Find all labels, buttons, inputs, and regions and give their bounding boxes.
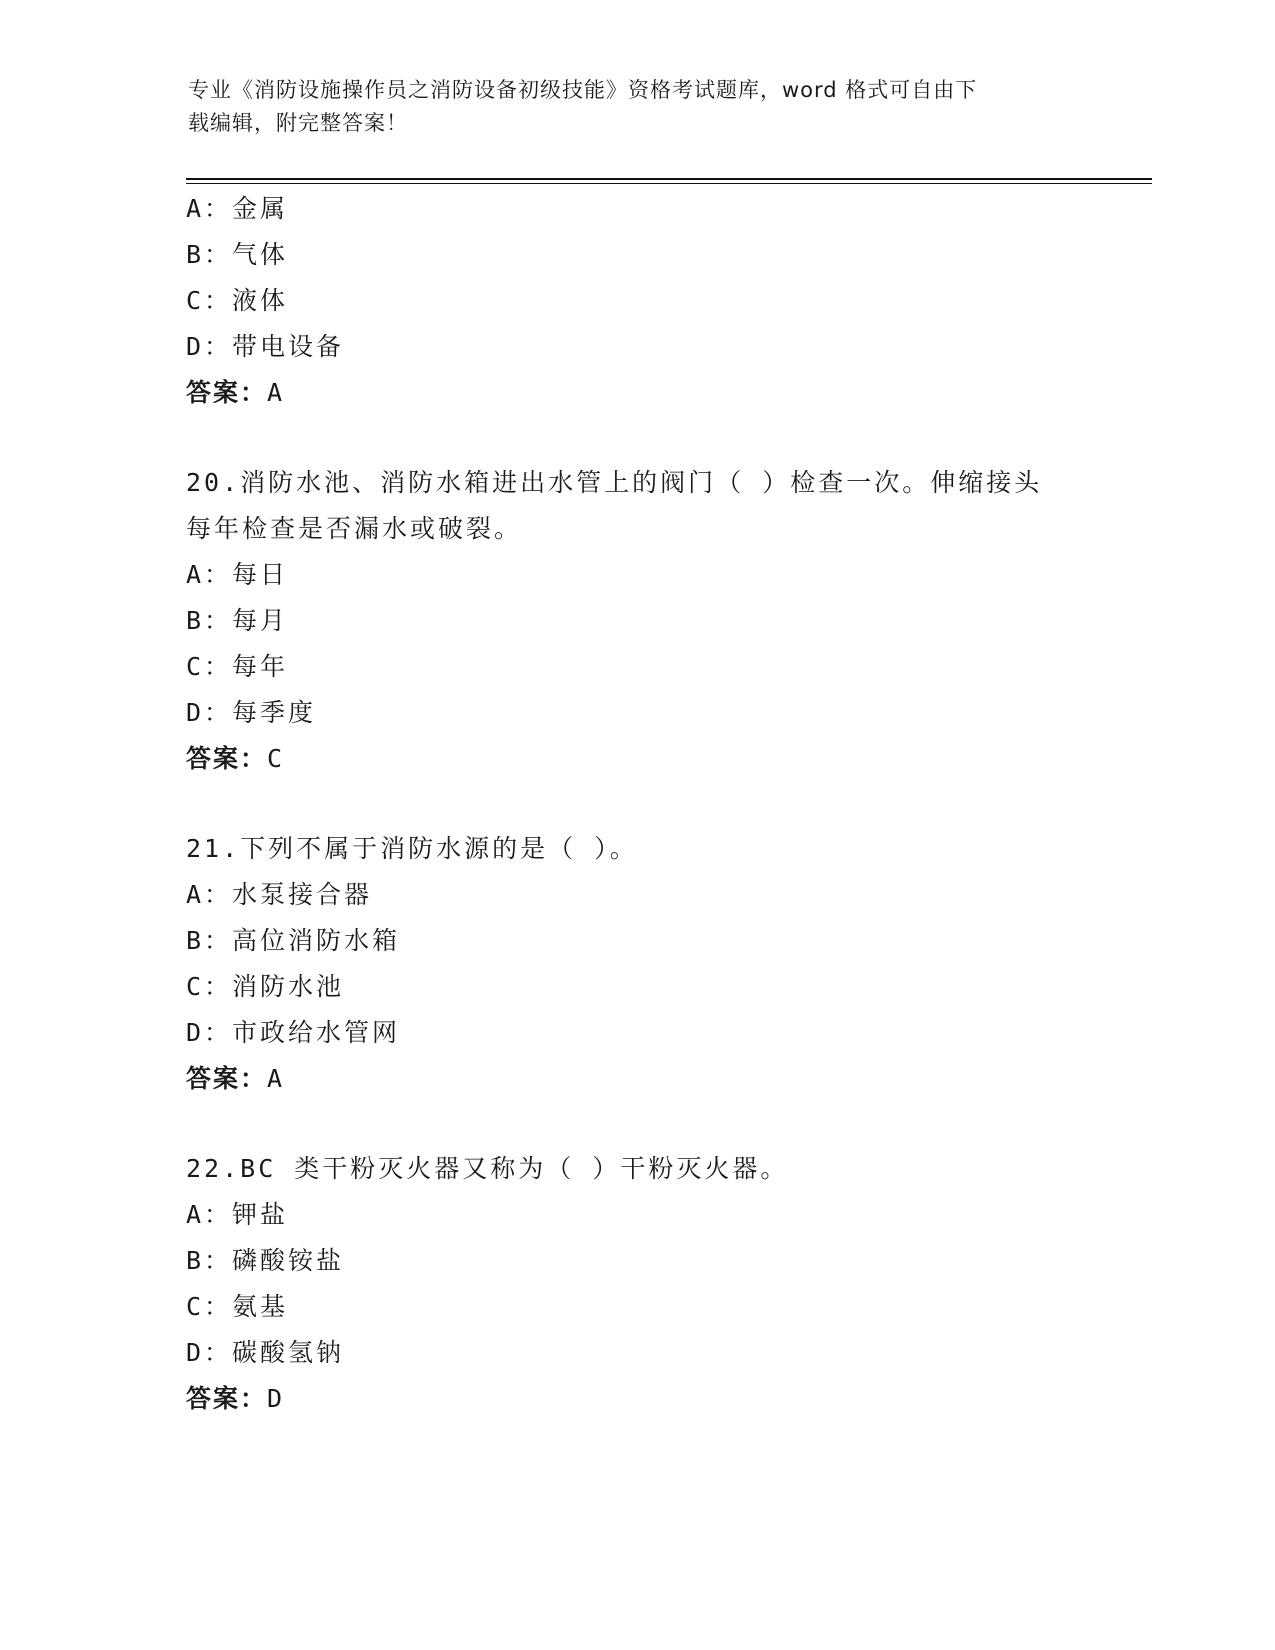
option-c: C：液体 <box>186 286 289 315</box>
answer-value: C <box>267 744 285 773</box>
question-text-line-2: 每年检查是否漏水或破裂。 <box>186 514 523 543</box>
option-b: B：磷酸铵盐 <box>186 1246 345 1275</box>
question-block-22 <box>186 1146 1086 1422</box>
answer-label: 答案： <box>186 378 268 407</box>
option-d: D：市政给水管网 <box>186 1018 401 1047</box>
answer-line <box>186 736 1086 782</box>
option-a: A：钾盐 <box>186 1200 289 1229</box>
option-a: A：每日 <box>186 560 289 589</box>
answer-value: A <box>267 1064 285 1093</box>
answer-label: 答案： <box>186 1064 268 1093</box>
header-rule-thick <box>186 178 1152 180</box>
answer-label: 答案： <box>186 1384 268 1413</box>
question-block-20 <box>186 460 1086 782</box>
answer-line <box>186 1376 1086 1422</box>
document-header <box>188 74 1068 140</box>
answer-line <box>186 1056 1086 1102</box>
option-d: D：带电设备 <box>186 332 345 361</box>
option-b: B：气体 <box>186 240 289 269</box>
option-b: B：高位消防水箱 <box>186 926 401 955</box>
option-c: C：消防水池 <box>186 972 345 1001</box>
question-block-21 <box>186 826 1086 1102</box>
answer-value: A <box>267 378 285 407</box>
answer-label: 答案： <box>186 744 268 773</box>
question-gap <box>186 782 1086 826</box>
question-list <box>186 186 1086 1422</box>
option-c: C：每年 <box>186 652 289 681</box>
option-c: C：氨基 <box>186 1292 289 1321</box>
answer-line <box>186 370 1086 416</box>
question-text-line-1: 21.下列不属于消防水源的是（ ）。 <box>186 834 638 863</box>
question-block-prev <box>186 186 1086 416</box>
question-text-line-1: 20.消防水池、消防水箱进出水管上的阀门（ ）检查一次。伸缩接头 <box>186 468 1043 497</box>
option-d: D：碳酸氢钠 <box>186 1338 345 1367</box>
option-d: D：每季度 <box>186 698 317 727</box>
header-line-1: 专业《消防设施操作员之消防设备初级技能》资格考试题库，word 格式可自由下 <box>188 78 978 102</box>
option-b: B：每月 <box>186 606 289 635</box>
header-rule-thin <box>186 183 1152 184</box>
answer-value: D <box>267 1384 285 1413</box>
question-text-line-1: 22.BC 类干粉灭火器又称为（ ）干粉灭火器。 <box>186 1154 789 1183</box>
header-line-2: 载编辑，附完整答案！ <box>188 111 408 135</box>
option-a: A：水泵接合器 <box>186 880 373 909</box>
option-a: A：金属 <box>186 194 289 223</box>
question-gap <box>186 416 1086 460</box>
question-gap <box>186 1102 1086 1146</box>
